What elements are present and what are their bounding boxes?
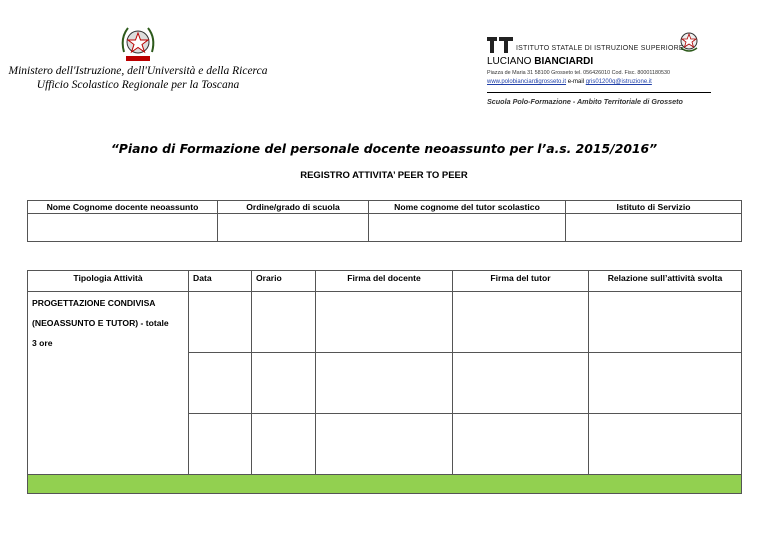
green-footer-row: [28, 475, 742, 494]
school-website-link[interactable]: www.polobianciardigrosseto.it: [487, 79, 567, 85]
tutor-signature-cell[interactable]: [453, 292, 589, 353]
teacher-signature-cell[interactable]: [316, 414, 453, 475]
header-teacher-name: Nome Cognome docente neoassunto: [28, 201, 218, 214]
time-cell[interactable]: [252, 292, 316, 353]
ministry-line-2: Ufficio Scolastico Regionale per la Toscana: [36, 79, 240, 91]
school-address: Piazza de Maria 31 58100 Grosseto tel. 056426010 Cod. Fisc. 80001180530: [487, 70, 671, 76]
teacher-name-cell[interactable]: [28, 214, 218, 242]
date-cell[interactable]: [189, 292, 252, 353]
document-title: “Piano di Formazione del personale docente neoassunto per l’a.s. 2015/2016”: [110, 141, 658, 156]
header-tutor-name: Nome cognome del tutor scolastico: [369, 201, 566, 214]
institute-cell[interactable]: [566, 214, 742, 242]
email-label: e-mail: [566, 79, 586, 85]
school-last-name: BIANCIARDI: [534, 56, 594, 67]
activity-line-1: PROGETTAZIONE CONDIVISA: [32, 298, 156, 308]
table-row: [28, 292, 742, 353]
date-cell[interactable]: [189, 353, 252, 414]
school-logo-icon: [487, 35, 513, 55]
ministry-line-1: Ministero dell'Istruzione, dell'Università e della Ricerca: [8, 65, 268, 77]
activity-type-cell: [28, 292, 189, 475]
table-header-row: [28, 201, 742, 214]
school-polo-text: Scuola Polo-Formazione - Ambito Territoriale di Grosseto: [487, 97, 683, 106]
school-name: [487, 56, 593, 67]
ministry-name: [0, 64, 276, 92]
activity-line-3: 3 ore: [32, 338, 53, 348]
school-contacts: [487, 79, 652, 85]
time-cell[interactable]: [252, 353, 316, 414]
report-cell[interactable]: [589, 292, 742, 353]
school-grade-cell[interactable]: [218, 214, 369, 242]
teacher-info-table: [27, 200, 742, 242]
header-school-grade: Ordine/grado di scuola: [218, 201, 369, 214]
activity-table: [27, 270, 742, 494]
tutor-signature-cell[interactable]: [453, 353, 589, 414]
date-cell[interactable]: [189, 414, 252, 475]
green-bar: [28, 475, 742, 494]
header-activity-report: Relazione sull’attività svolta: [589, 271, 742, 292]
report-cell[interactable]: [589, 353, 742, 414]
activity-line-2: (NEOASSUNTO E TUTOR) - totale: [32, 318, 169, 328]
time-cell[interactable]: [252, 414, 316, 475]
tutor-name-cell[interactable]: [369, 214, 566, 242]
school-first-name: LUCIANO: [487, 56, 535, 67]
header-institute: Istituto di Servizio: [566, 201, 742, 214]
school-email-link[interactable]: gris01200q@istruzione.it: [585, 79, 652, 85]
header-date: Data: [189, 271, 252, 292]
header-divider: [487, 92, 711, 93]
teacher-signature-cell[interactable]: [316, 353, 453, 414]
header-time: Orario: [252, 271, 316, 292]
school-subtitle: ISTITUTO STATALE DI ISTRUZIONE SUPERIORE: [516, 45, 684, 52]
register-title: REGISTRO ATTIVITA’ PEER TO PEER: [300, 170, 468, 181]
header-tutor-signature: Firma del tutor: [453, 271, 589, 292]
tutor-signature-cell[interactable]: [453, 414, 589, 475]
teacher-signature-cell[interactable]: [316, 292, 453, 353]
table-row: [28, 214, 742, 242]
italian-republic-emblem-icon: [118, 22, 158, 64]
header-teacher-signature: Firma del docente: [316, 271, 453, 292]
header-activity-type: Tipologia Attività: [28, 271, 189, 292]
report-cell[interactable]: [589, 414, 742, 475]
table-header-row: [28, 271, 742, 292]
